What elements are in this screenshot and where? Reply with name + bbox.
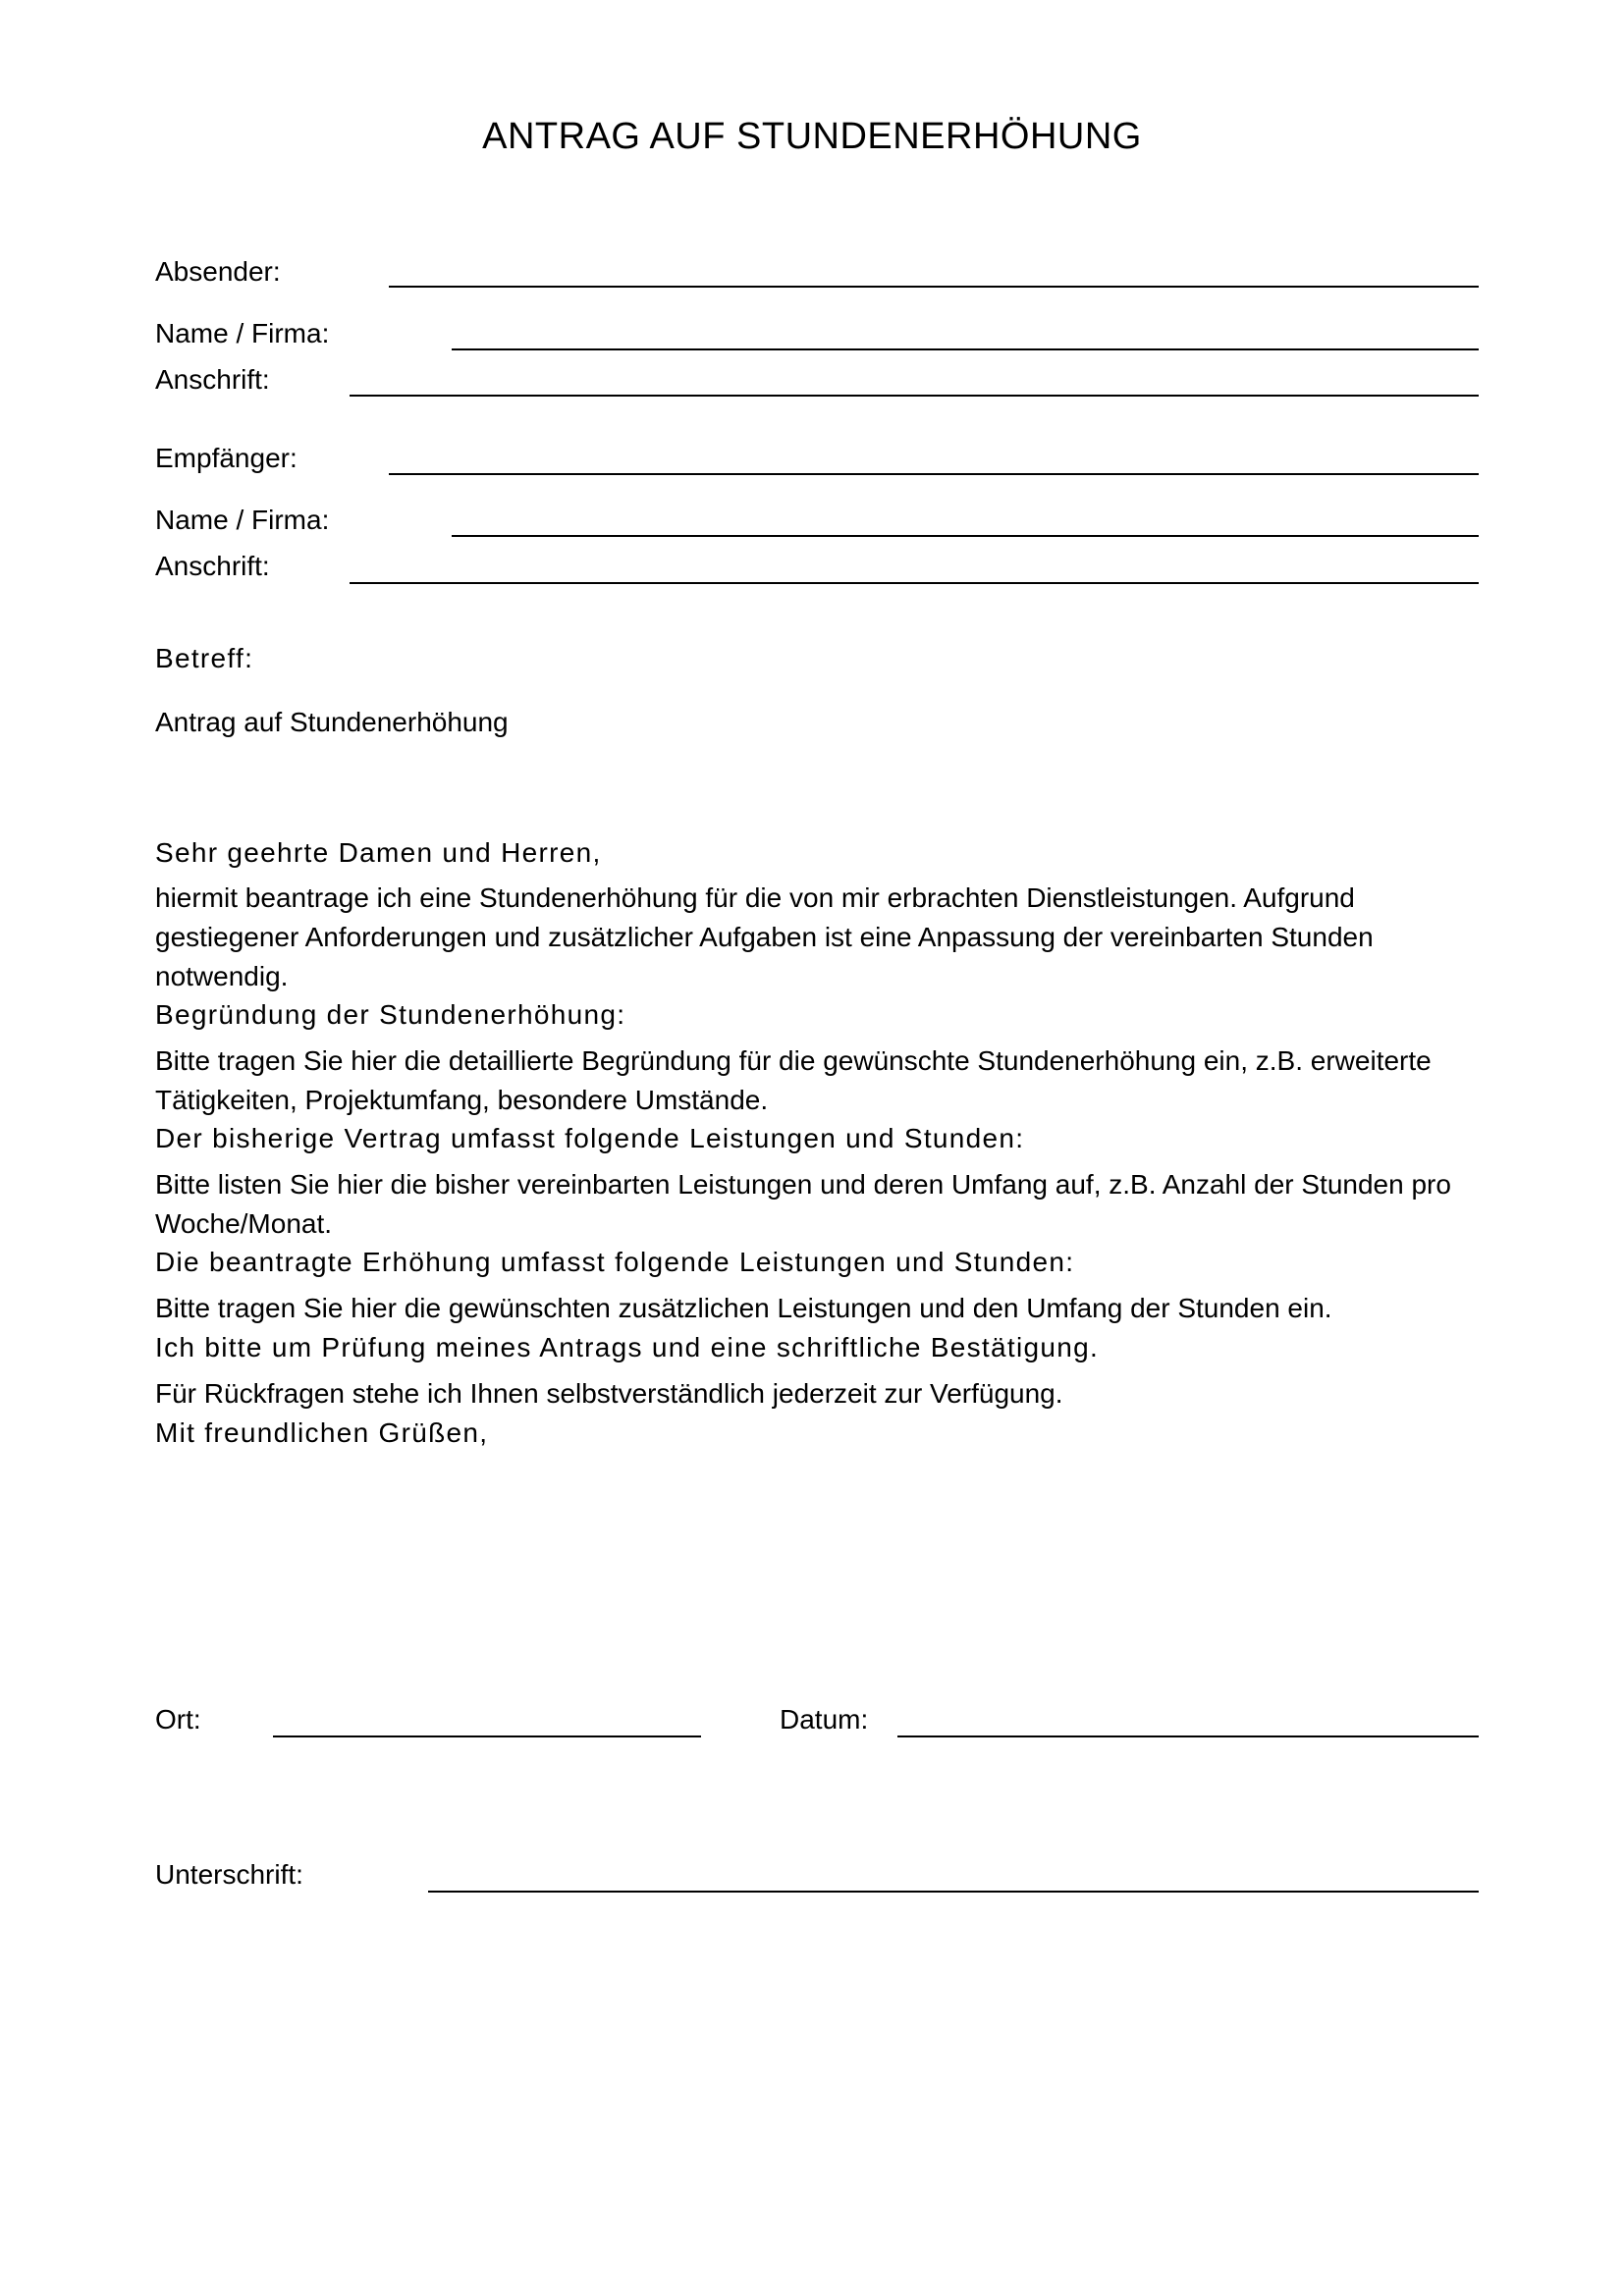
sender-heading: Absender: [155, 256, 281, 287]
reason-text: Bitte tragen Sie hier die detaillierte Begründung für die gewünschte Stundenerhöhung ein, z.B. erweiterte Tätigkeiten, Projektumfang, besondere Umstände. [155, 1045, 1432, 1115]
current-contract-heading: Der bisherige Vertrag umfasst folgende Leistungen und Stunden: [155, 1123, 1025, 1153]
date-label: Datum: [780, 1704, 869, 1735]
requested-text: Bitte tragen Sie hier die gewünschten zusätzlichen Leistungen und den Umfang der Stunden ein. [155, 1293, 1332, 1323]
recipient-name-label: Name / Firma: [155, 505, 330, 535]
sender-address-label: Anschrift: [155, 364, 270, 395]
subject-text: Antrag auf Stundenerhöhung [155, 707, 509, 737]
signature-line[interactable] [428, 1891, 1479, 1893]
closing: Mit freundlichen Grüßen, [155, 1417, 489, 1448]
recipient-address-label: Anschrift: [155, 551, 270, 581]
place-label: Ort: [155, 1704, 201, 1735]
subject-label: Betreff: [155, 643, 254, 673]
sender-heading-line[interactable] [389, 286, 1479, 288]
review-request: Ich bitte um Prüfung meines Antrags und eine schriftliche Bestätigung. [155, 1332, 1100, 1362]
current-contract-text: Bitte listen Sie hier die bisher vereinbarten Leistungen und deren Umfang auf, z.B. Anzahl der Stunden pro Woche/Monat. [155, 1169, 1451, 1239]
date-line[interactable] [897, 1735, 1479, 1737]
sender-address-line[interactable] [350, 395, 1479, 397]
reason-heading: Begründung der Stundenerhöhung: [155, 999, 626, 1030]
questions-text: Für Rückfragen stehe ich Ihnen selbstverständlich jederzeit zur Verfügung. [155, 1378, 1063, 1409]
sender-name-label: Name / Firma: [155, 318, 330, 348]
intro-paragraph: hiermit beantrage ich eine Stundenerhöhung für die von mir erbrachten Dienstleistungen. Aufgrund gestiegener Anforderungen und zusätzlicher Aufgaben ist eine Anpassung der vereinbarten Stunden notwendig. [155, 882, 1374, 991]
requested-heading: Die beantragte Erhöhung umfasst folgende Leistungen und Stunden: [155, 1247, 1075, 1277]
recipient-heading: Empfänger: [155, 443, 298, 473]
salutation: Sehr geehrte Damen und Herren, [155, 837, 602, 868]
sender-name-line[interactable] [452, 348, 1479, 350]
document-title: ANTRAG AUF STUNDENERHÖHUNG [482, 116, 1142, 157]
recipient-heading-line[interactable] [389, 473, 1479, 475]
recipient-name-line[interactable] [452, 535, 1479, 537]
recipient-address-line[interactable] [350, 582, 1479, 584]
signature-label: Unterschrift: [155, 1859, 303, 1890]
place-line[interactable] [273, 1735, 701, 1737]
